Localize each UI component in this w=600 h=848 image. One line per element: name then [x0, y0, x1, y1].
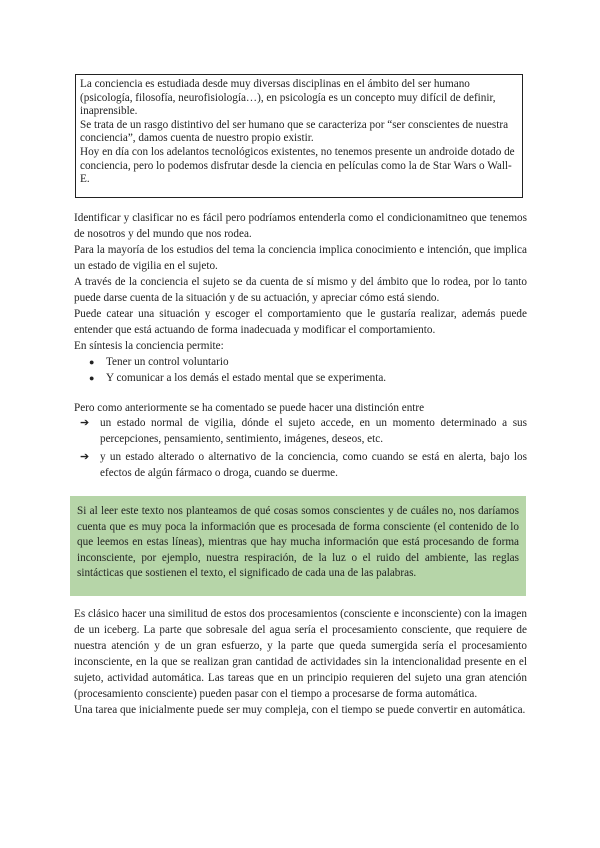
- paragraph: Para la mayoría de los estudios del tema la conciencia implica conocimiento e intención, que implica un estado de vigilia en el sujeto.: [74, 244, 527, 272]
- list-item: [80, 416, 527, 447]
- list-item: [80, 450, 527, 481]
- section-states: [74, 400, 527, 484]
- bullet-icon: ●: [89, 357, 95, 367]
- intro-bordered-box: [75, 74, 523, 198]
- highlight-box: [70, 496, 526, 596]
- paragraph: Puede catear una situación y escoger el comportamiento que le gustaría realizar, además puede entender que está actuando de forma inadecuada y modificar el comportamiento.: [74, 308, 527, 336]
- bullet-icon: ●: [89, 373, 95, 383]
- arrow-right-icon: ➔: [80, 451, 90, 463]
- list-item: [89, 370, 527, 386]
- arrow-list: [74, 416, 527, 481]
- paragraph: A través de la conciencia el sujeto se da cuenta de sí mismo y del ámbito que lo rodea, por lo tanto puede darse cuenta de la situación y de su actuación, y apreciar cómo está siendo.: [74, 276, 527, 304]
- list-item: [89, 354, 527, 370]
- list-item-text: Tener un control voluntario: [106, 356, 229, 368]
- intro-line: La conciencia es estudiada desde muy diversas disciplinas en el ámbito del ser humano (psicología, filosofía, neurofisiología…), en psicología es un concepto muy difícil de definir, inaprensible.: [80, 78, 496, 118]
- bullet-list: [74, 354, 527, 386]
- paragraph: Pero como anteriormente se ha comentado se puede hacer una distinción entre: [74, 402, 425, 414]
- arrow-right-icon: ➔: [80, 417, 90, 429]
- section-iceberg: [74, 606, 527, 718]
- list-item-text: y un estado alterado o alternativo de la conciencia, como cuando se está en alerta, bajo los efectos de algún fármaco o droga, cuando se duerme.: [100, 451, 527, 479]
- highlight-text: Si al leer este texto nos planteamos de qué cosas somos conscientes y de cuáles no, nos daríamos cuenta que es muy poca la información que es procesada de forma consciente (el contenido de lo que leemos en estas líneas), mientras que hay mucha información que está procesando de forma inconsciente, por ejemplo, nuestra respiración, de la luz o el ruido del ambiente, las reglas sintácticas que sostienen el texto, el significado de cada una de las palabras.: [77, 505, 519, 580]
- list-item-text: un estado normal de vigilia, dónde el sujeto accede, en un momento determinado a sus percepciones, pensamiento, sentimiento, imágenes, deseos, etc.: [100, 417, 527, 445]
- intro-line: Hoy en día con los adelantos tecnológicos existentes, no tenemos presente un androide dotado de conciencia, pero lo podemos disfrutar desde la ciencia en películas como la de Star Wars o Wall-E.: [80, 145, 515, 186]
- list-item-text: Y comunicar a los demás el estado mental que se experimenta.: [106, 372, 387, 384]
- section-definition: [74, 210, 527, 386]
- paragraph: Es clásico hacer una similitud de estos dos procesamientos (consciente e inconsciente) con la imagen de un iceberg. La parte que sobresale del agua sería el procesamiento consciente, que requiere de nuestra atención y de un gran esfuerzo, y la parte que queda sumergida sería el procesamiento inconsciente, en la que se realizan gran cantidad de actividades sin la intencionalidad presente en el sujeto, actividad automática. Las tareas que en un principio requieren del sujeto una gran atención (procesamiento consciente) pueden pasar con el tiempo a procesarse de forma automática.: [74, 608, 527, 700]
- paragraph: Identificar y clasificar no es fácil pero podríamos entenderla como el condicionamitneo que tenemos de nosotros y del mundo que nos rodea.: [74, 212, 527, 240]
- paragraph: Una tarea que inicialmente puede ser muy compleja, con el tiempo se puede convertir en automática.: [74, 704, 526, 716]
- paragraph: En síntesis la conciencia permite:: [74, 340, 224, 352]
- intro-line: Se trata de un rasgo distintivo del ser humano que se caracteriza por “ser conscientes de nuestra conciencia”, damos cuenta de nuestro propio existir.: [80, 118, 509, 145]
